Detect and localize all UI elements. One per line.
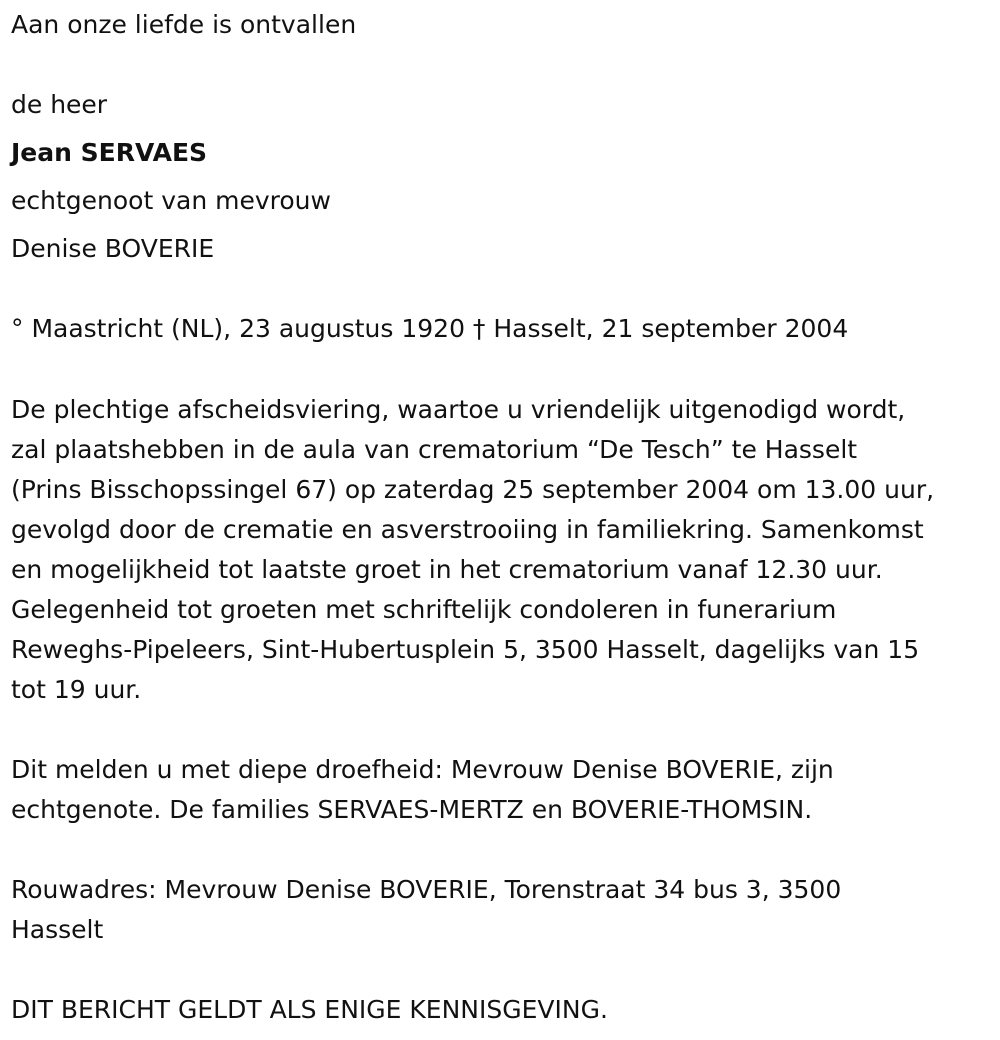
ceremony-line: zal plaatshebben in de aula van crematorium “De Tesch” te Hasselt (11, 435, 858, 464)
spouse-name: Denise BOVERIE (11, 234, 215, 263)
ceremony-line: gevolgd door de crematie en asverstrooiing in familiekring. Samenkomst (11, 515, 924, 544)
title-prefix: de heer (11, 90, 108, 119)
deceased-name: Jean SERVAES (11, 138, 208, 167)
ceremony-line: tot 19 uur. (11, 675, 142, 704)
ceremony-paragraph (11, 390, 996, 710)
announcers-line: echtgenote. De families SERVAES-MERTZ en BOVERIE-THOMSIN. (11, 795, 813, 824)
address-line: Rouwadres: Mevrouw Denise BOVERIE, Torenstraat 34 bus 3, 3500 (11, 875, 842, 904)
ceremony-line: Gelegenheid tot groeten met schriftelijk condoleren in funerarium (11, 595, 837, 624)
ceremony-line: en mogelijkheid tot laatste groet in het crematorium vanaf 12.30 uur. (11, 555, 883, 584)
ceremony-line: (Prins Bisschopssingel 67) op zaterdag 25 september 2004 om 13.00 uur, (11, 475, 935, 504)
closing-text: DIT BERICHT GELDT ALS ENIGE KENNISGEVING. (11, 995, 608, 1024)
ceremony-line: Reweghs-Pipeleers, Sint-Hubertusplein 5, 3500 Hasselt, dagelijks van 15 (11, 635, 920, 664)
birth-death-line: ° Maastricht (NL), 23 augustus 1920 † Hasselt, 21 september 2004 (11, 314, 849, 343)
ceremony-line: De plechtige afscheidsviering, waartoe u vriendelijk uitgenodigd wordt, (11, 395, 906, 424)
spouse-label: echtgenoot van mevrouw (11, 186, 331, 215)
announcers-paragraph (11, 750, 996, 830)
address-paragraph (11, 870, 996, 950)
address-line: Hasselt (11, 915, 104, 944)
intro-text: Aan onze liefde is ontvallen (11, 10, 357, 39)
announcers-line: Dit melden u met diepe droefheid: Mevrouw Denise BOVERIE, zijn (11, 755, 834, 784)
